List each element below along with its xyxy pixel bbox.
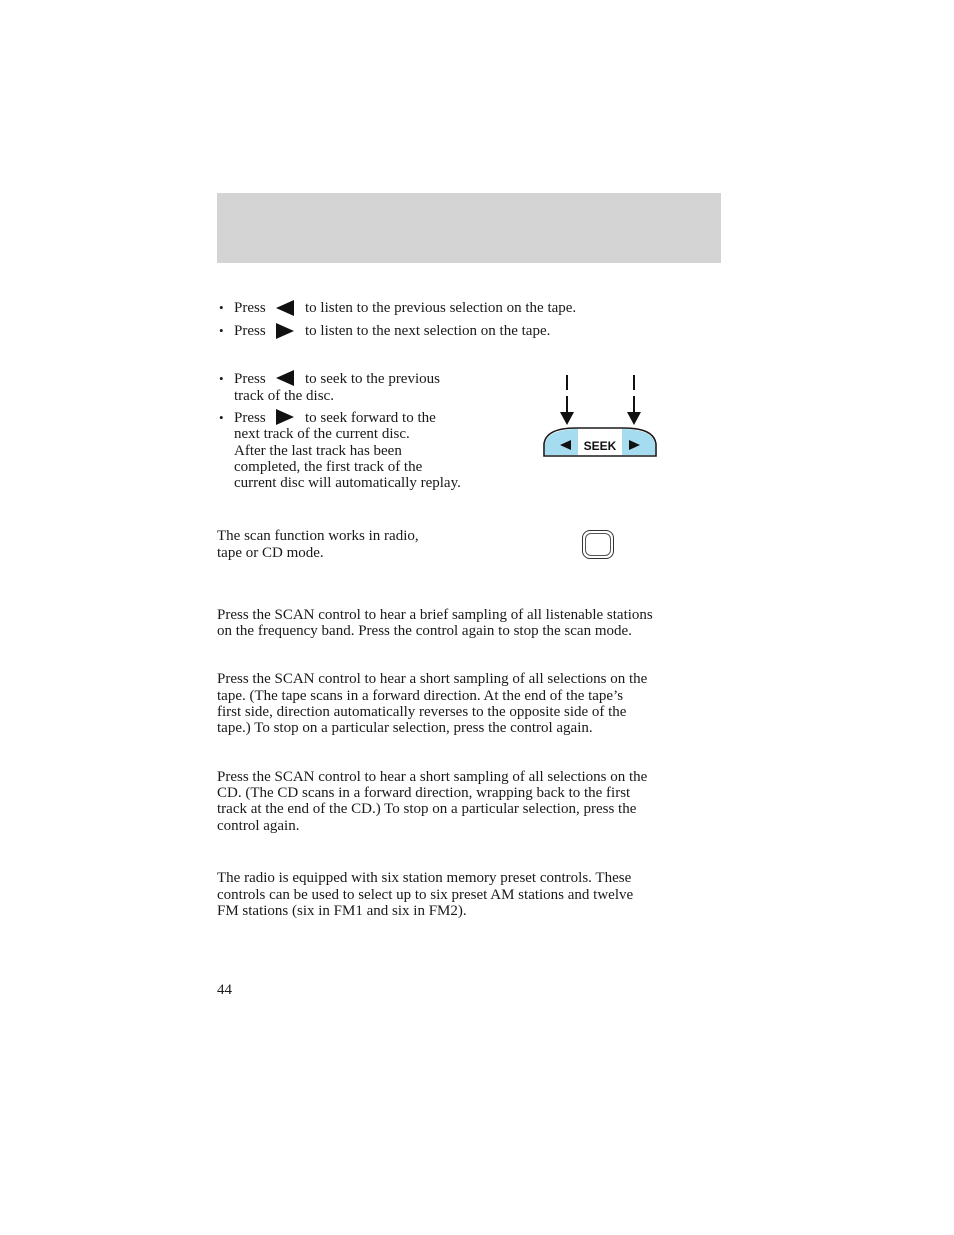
tape-scan-line: tape.) To stop on a particular selection, press the control again. bbox=[217, 720, 593, 736]
cd-scan-line: Press the SCAN control to hear a short sampling of all selections on the bbox=[217, 769, 648, 785]
seek-control-diagram bbox=[540, 372, 660, 462]
scan-intro-line: tape or CD mode. bbox=[217, 545, 324, 561]
previous-arrow-icon bbox=[276, 300, 294, 316]
bullet-marker: • bbox=[219, 323, 224, 338]
cd-next-line: After the last track has been bbox=[234, 443, 402, 459]
tape-previous-instruction: to listen to the previous selection on the tape. bbox=[305, 300, 577, 316]
scan-intro-line: The scan function works in radio, bbox=[217, 528, 419, 544]
cd-scan-line: control again. bbox=[217, 818, 300, 834]
section-header-band bbox=[217, 193, 721, 263]
next-arrow-icon bbox=[276, 409, 294, 425]
cd-next-line: to seek forward to the bbox=[305, 410, 436, 426]
preset-info-line: FM stations (six in FM1 and six in FM2). bbox=[217, 903, 467, 919]
page-number: 44 bbox=[217, 982, 232, 998]
tape-scan-line: first side, direction automatically reverses to the opposite side of the bbox=[217, 704, 627, 720]
cd-previous-line: track of the disc. bbox=[234, 388, 334, 404]
press-label: Press bbox=[234, 371, 266, 387]
cd-next-line: completed, the first track of the bbox=[234, 459, 423, 475]
tape-next-instruction: to listen to the next selection on the tape. bbox=[305, 323, 551, 339]
bullet-marker: • bbox=[219, 371, 224, 386]
scan-button-icon bbox=[582, 530, 614, 559]
pointer-arrow-icon bbox=[627, 412, 641, 425]
press-label: Press bbox=[234, 300, 266, 316]
cd-scan-line: track at the end of the CD.) To stop on a particular selection, press the bbox=[217, 801, 637, 817]
seek-label: SEEK bbox=[583, 439, 617, 453]
bullet-marker: • bbox=[219, 410, 224, 425]
pointer-arrow-icon bbox=[560, 412, 574, 425]
cd-next-line: next track of the current disc. bbox=[234, 426, 410, 442]
preset-info-line: The radio is equipped with six station memory preset controls. These bbox=[217, 870, 632, 886]
tape-scan-line: Press the SCAN control to hear a short sampling of all selections on the bbox=[217, 671, 648, 687]
cd-previous-line: to seek to the previous bbox=[305, 371, 440, 387]
press-label: Press bbox=[234, 410, 266, 426]
tape-scan-line: tape. (The tape scans in a forward direction. At the end of the tape’s bbox=[217, 688, 624, 704]
preset-info-line: controls can be used to select up to six preset AM stations and twelve bbox=[217, 887, 634, 903]
scan-button-inner-ring bbox=[585, 533, 611, 556]
radio-scan-line: on the frequency band. Press the control again to stop the scan mode. bbox=[217, 623, 632, 639]
next-arrow-icon bbox=[276, 323, 294, 339]
press-label: Press bbox=[234, 323, 266, 339]
cd-scan-line: CD. (The CD scans in a forward direction, wrapping back to the first bbox=[217, 785, 631, 801]
cd-next-line: current disc will automatically replay. bbox=[234, 475, 461, 491]
previous-arrow-icon bbox=[276, 370, 294, 386]
bullet-marker: • bbox=[219, 300, 224, 315]
radio-scan-line: Press the SCAN control to hear a brief sampling of all listenable stations bbox=[217, 607, 653, 623]
